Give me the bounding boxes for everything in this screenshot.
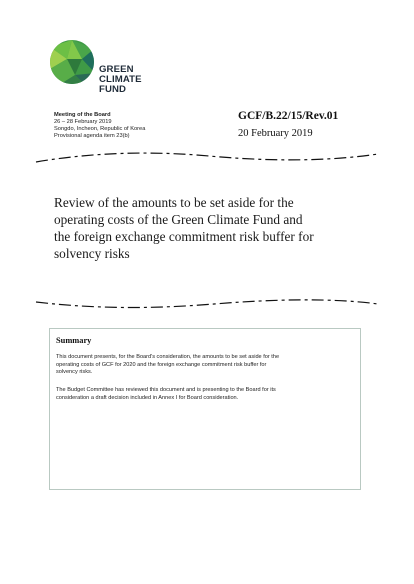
title-line: the foreign exchange commitment risk buffer for [54, 229, 314, 244]
meeting-info [54, 112, 145, 140]
summary-line: This document presents, for the Board's consideration, the amounts to be set aside for the [56, 354, 280, 360]
logo-line-1: GREEN [99, 64, 134, 75]
summary-paragraph-1 [56, 354, 356, 377]
meeting-name: Meeting of the Board [54, 112, 111, 118]
summary-box [49, 328, 361, 490]
summary-paragraph-2 [56, 387, 356, 402]
summary-heading: Summary [56, 336, 92, 345]
logo-line-2: CLIMATE [99, 74, 142, 85]
logo-wordmark [99, 65, 142, 95]
summary-line: consideration a draft decision included in Annex I for Board consideration. [56, 394, 239, 401]
top-wave-divider [34, 150, 380, 166]
agenda-item: Provisional agenda item 23(b) [54, 133, 130, 139]
bottom-wave-divider [34, 296, 380, 312]
summary-line: solvency risks. [56, 369, 93, 376]
green-climate-fund-logo [47, 37, 167, 99]
title-line: Review of the amounts to be set aside for the [54, 195, 294, 210]
document-title [54, 194, 374, 262]
meeting-dates: 26 – 28 February 2019 [54, 119, 112, 125]
document-code: GCF/B.22/15/Rev.01 [238, 110, 339, 122]
logo-line-3: FUND [99, 84, 127, 95]
globe-logo-icon [47, 37, 97, 87]
document-date: 20 February 2019 [238, 128, 313, 139]
summary-line: operating costs of GCF for 2020 and the foreign exchange commitment risk buffer for [56, 361, 267, 368]
title-line: operating costs of the Green Climate Fund and [54, 212, 303, 227]
summary-line: The Budget Committee has reviewed this document and is presenting to the Board for its [56, 387, 276, 393]
title-line: solvency risks [54, 246, 130, 261]
meeting-location: Songdo, Incheon, Republic of Korea [54, 126, 146, 132]
